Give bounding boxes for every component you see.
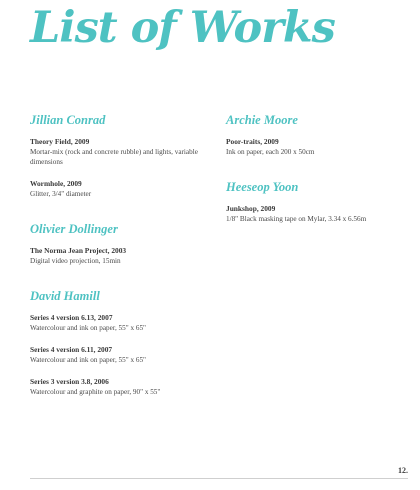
work-item	[30, 179, 215, 199]
work-description: Watercolour and ink on paper, 55" x 65"	[30, 324, 146, 332]
work-title: The Norma Jean Project, 2003	[30, 246, 127, 255]
artist-name: David Hamill	[30, 289, 100, 303]
work-description: Watercolour and graphite on paper, 90" x 55"	[30, 388, 161, 396]
work-item	[30, 313, 215, 333]
work-item	[30, 137, 215, 167]
artist-name: Olivier Dollinger	[30, 222, 118, 236]
artist-section	[30, 221, 215, 266]
artist-section	[30, 288, 215, 397]
work-item	[30, 246, 215, 266]
work-title: Series 3 version 3.8, 2006	[30, 377, 109, 386]
work-description: Ink on paper, each 200 x 50cm	[226, 148, 315, 156]
work-title: Junkshop, 2009	[226, 204, 276, 213]
left-column	[30, 112, 215, 419]
work-title: Wormhole, 2009	[30, 179, 82, 188]
work-title: Theory Field, 2009	[30, 137, 90, 146]
work-title: Series 4 version 6.11, 2007	[30, 345, 113, 354]
work-item	[226, 137, 406, 157]
work-title: Series 4 version 6.13, 2007	[30, 313, 113, 322]
artist-name: Heeseop Yoon	[226, 180, 299, 194]
page-title: List of Works	[30, 3, 335, 53]
work-description: Watercolour and ink on paper, 55" x 65"	[30, 356, 146, 364]
artist-section	[30, 112, 215, 199]
work-description: Mortar-mix (rock and concrete rubble) and lights, variable dimensions	[30, 148, 198, 166]
artist-section	[226, 179, 406, 224]
artist-name: Jillian Conrad	[30, 113, 106, 127]
right-column	[226, 112, 406, 246]
work-description: Glitter, 3/4" diameter	[30, 190, 92, 198]
work-title: Poor-traits, 2009	[226, 137, 279, 146]
work-description: Digital video projection, 15min	[30, 257, 121, 265]
page-number: 12.	[398, 466, 408, 475]
work-item	[30, 345, 215, 365]
footer-divider	[30, 478, 408, 479]
work-item	[30, 377, 215, 397]
work-description: 1/8" Black masking tape on Mylar, 3.34 x 6.56m	[226, 215, 367, 223]
work-item	[226, 204, 406, 224]
artist-name: Archie Moore	[226, 113, 298, 127]
artist-section	[226, 112, 406, 157]
